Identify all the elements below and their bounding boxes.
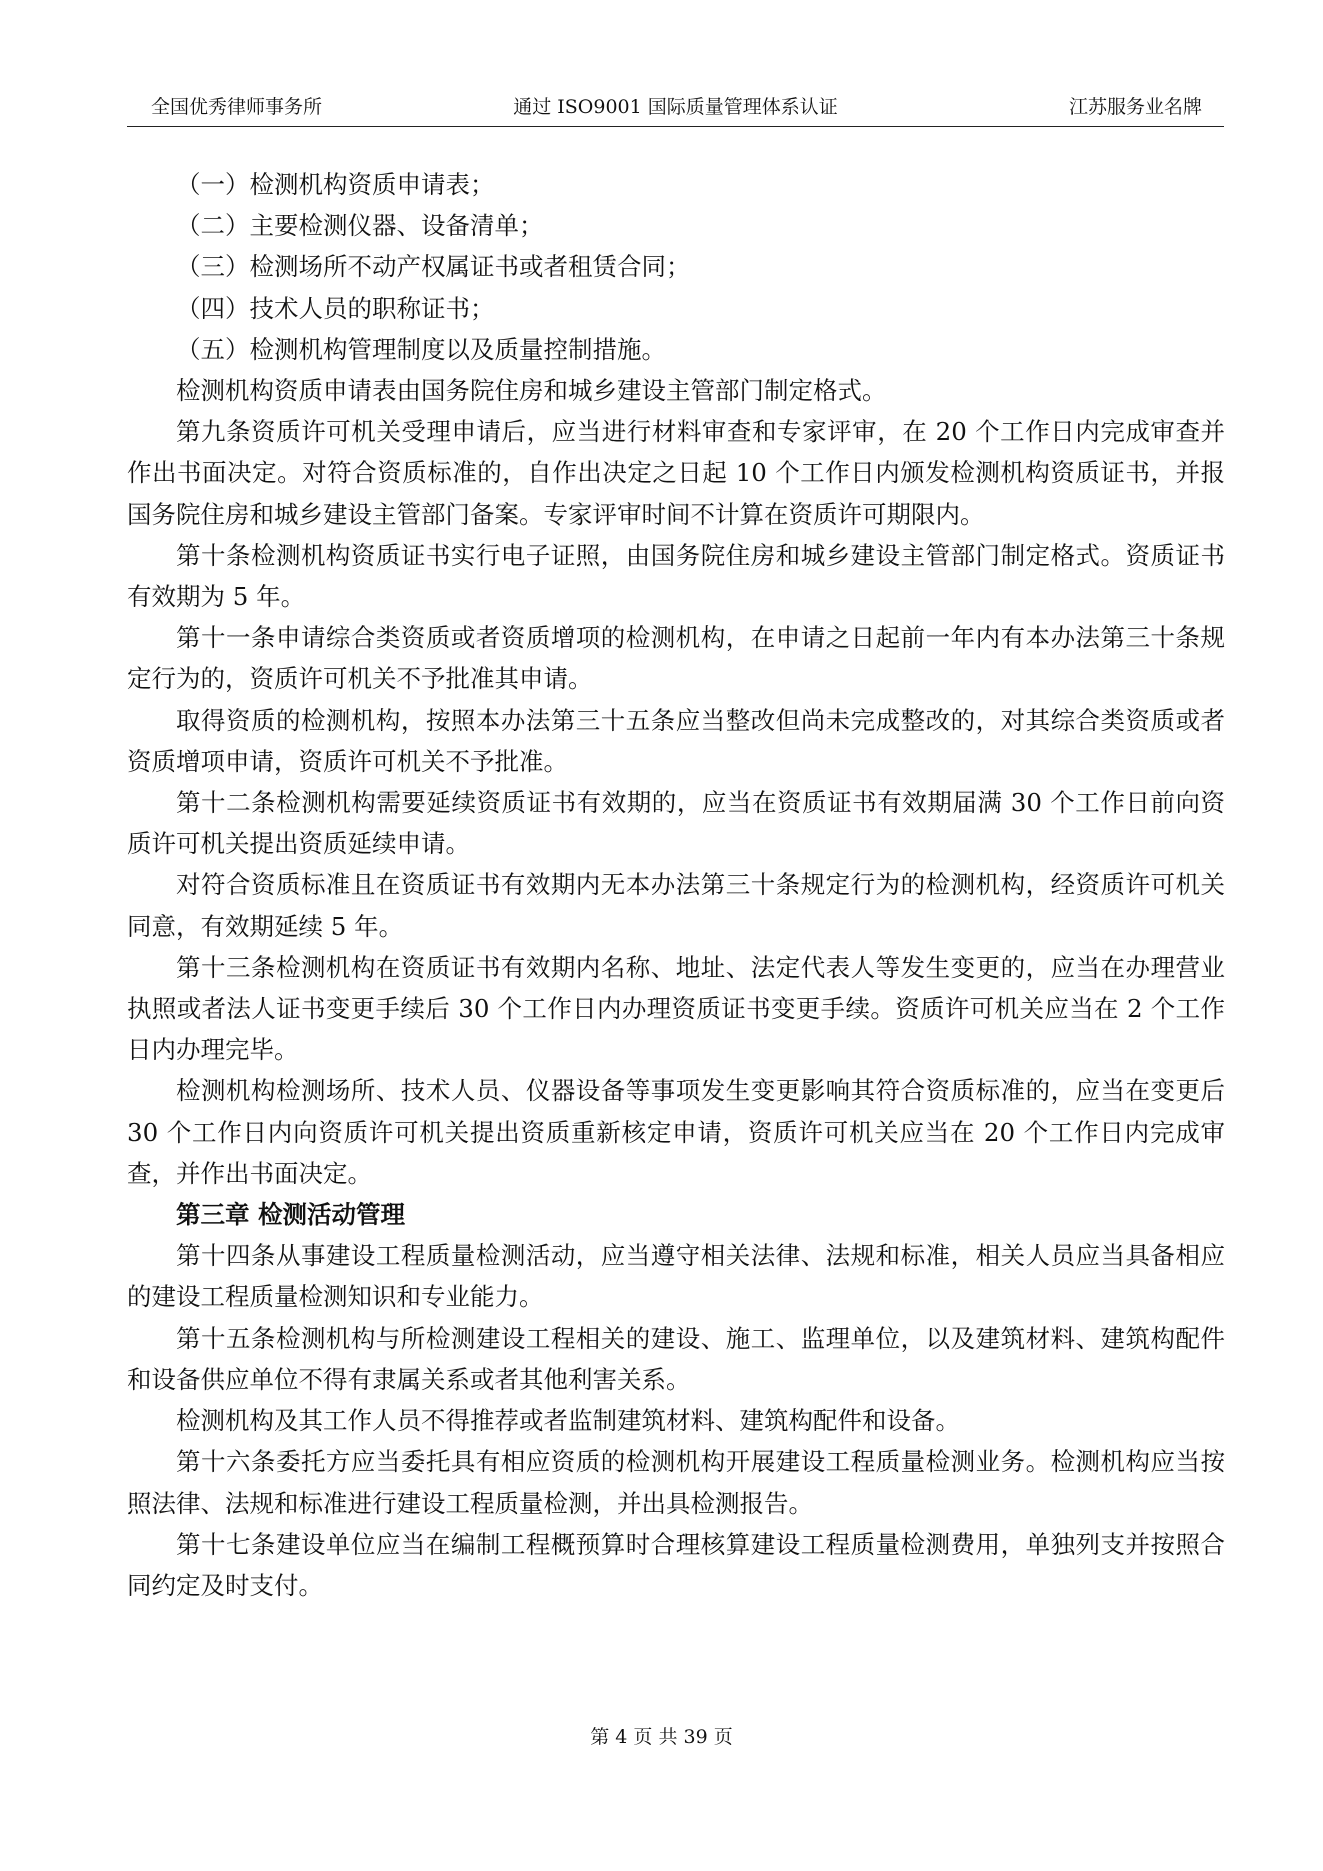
- article-12: 第十二条检测机构需要延续资质证书有效期的，应当在资质证书有效期届满 30 个工作日前向资质许可机关提出资质延续申请。: [127, 788, 1225, 859]
- article-14: 第十四条从事建设工程质量检测活动，应当遵守相关法律、法规和标准，相关人员应当具备相应的建设工程质量检测知识和专业能力。: [127, 1241, 1225, 1312]
- page-header: [127, 92, 1224, 127]
- list-item-title-certificate: （四）技术人员的职称证书；: [176, 293, 495, 323]
- list-item-application-form: （一）检测机构资质申请表；: [176, 170, 495, 199]
- paragraph-extension: 对符合资质标准且在资质证书有效期内无本办法第三十条规定行为的检测机构，经资质许可机关同意，有效期延续 5 年。: [127, 870, 1225, 941]
- article-16: 第十六条委托方应当委托具有相应资质的检测机构开展建设工程质量检测业务。检测机构应当按照法律、法规和标准进行建设工程质量检测，并出具检测报告。: [127, 1447, 1225, 1518]
- page-number: 第 4 页 共 39 页: [590, 1726, 733, 1748]
- article-11: 第十一条申请综合类资质或者资质增项的检测机构，在申请之日起前一年内有本办法第三十条规定行为的，资质许可机关不予批准其申请。: [127, 623, 1225, 694]
- header-certification: 通过 ISO9001 国际质量管理体系认证: [513, 96, 838, 118]
- paragraph-reassessment: 检测机构检测场所、技术人员、仪器设备等事项发生变更影响其符合资质标准的，应当在变更后 30 个工作日内向资质许可机关提出资质重新核定申请，资质许可机关应当在 20 个工作日内完成审查，并作出书面决定。: [127, 1076, 1225, 1188]
- paragraph-application-format: 检测机构资质申请表由国务院住房和城乡建设主管部门制定格式。: [176, 376, 887, 406]
- list-item-property-certificate: （三）检测场所不动产权属证书或者租赁合同；: [176, 252, 691, 282]
- header-brand-award: 江苏服务业名牌: [1068, 96, 1202, 118]
- paragraph-rectification: 取得资质的检测机构，按照本办法第三十五条应当整改但尚未完成整改的，对其综合类资质或者资质增项申请，资质许可机关不予批准。: [127, 705, 1225, 776]
- list-item-equipment-list: （二）主要检测仪器、设备清单；: [176, 211, 544, 241]
- paragraph-no-recommendation: 检测机构及其工作人员不得推荐或者监制建筑材料、建筑构配件和设备。: [176, 1406, 960, 1436]
- article-10: 第十条检测机构资质证书实行电子证照，由国务院住房和城乡建设主管部门制定格式。资质证书有效期为 5 年。: [127, 540, 1225, 612]
- header-firm-title: 全国优秀律师事务所: [151, 96, 323, 118]
- document-body: [127, 164, 1225, 1606]
- article-17: 第十七条建设单位应当在编制工程概预算时合理核算建设工程质量检测费用，单独列支并按照合同约定及时支付。: [127, 1529, 1225, 1600]
- list-item-management-system: （五）检测机构管理制度以及质量控制措施。: [176, 334, 666, 364]
- article-9: 第九条资质许可机关受理申请后，应当进行材料审查和专家评审，在 20 个工作日内完成审查并作出书面决定。对符合资质标准的，自作出决定之日起 10 个工作日内颁发检测机构资质证书，并报国务院住房和城乡建设主管部门备案。专家评审时间不计算在资质许可期限内。: [127, 417, 1225, 529]
- article-15: 第十五条检测机构与所检测建设工程相关的建设、施工、监理单位，以及建筑材料、建筑构配件和设备供应单位不得有隶属关系或者其他利害关系。: [127, 1323, 1225, 1394]
- chapter-heading: 第三章 检测活动管理: [176, 1200, 406, 1230]
- article-13: 第十三条检测机构在资质证书有效期内名称、地址、法定代表人等发生变更的，应当在办理营业执照或者法人证书变更手续后 30 个工作日内办理资质证书变更手续。资质许可机关应当在 2 个工作日内办理完毕。: [127, 952, 1225, 1065]
